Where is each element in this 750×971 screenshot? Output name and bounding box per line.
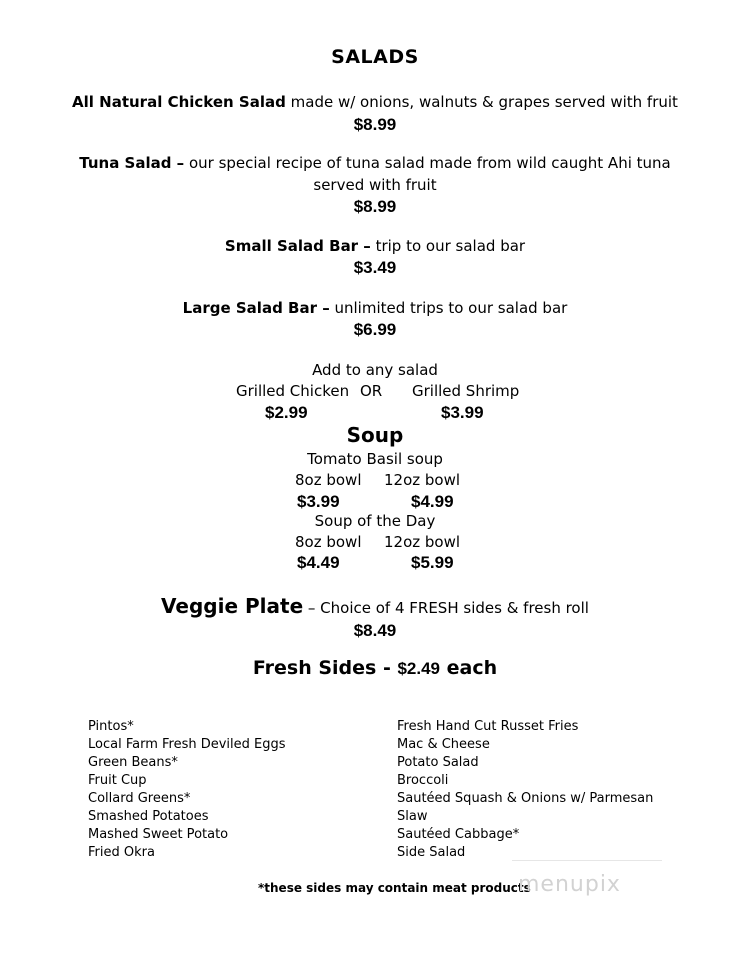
large-salad-bar-desc: unlimited trips to our salad bar [329,299,568,317]
tuna-salad-name: Tuna Salad – [79,154,185,172]
fresh-sides-price: $2.49 [397,659,440,678]
soup-of-the-day-size-8oz: 8oz bowl [295,533,362,551]
soup-tomato-basil-size-8oz: 8oz bowl [295,471,362,489]
watermark-logo: menupix [518,872,621,897]
list-item: Smashed Potatoes [88,809,209,824]
list-item: Fruit Cup [88,773,147,788]
soup-of-the-day-price-12oz: $5.99 [411,553,454,572]
veggie-plate-title: Veggie Plate [161,594,304,618]
soup-tomato-basil-price-12oz: $4.99 [411,492,454,511]
watermark-divider [512,860,662,861]
chicken-salad-price: $8.99 [353,115,397,134]
chicken-salad-desc: made w/ onions, walnuts & grapes served with fruit [285,93,678,111]
list-item: Side Salad [397,845,466,860]
addon-option-shrimp: Grilled Shrimp [412,382,520,400]
salads-heading: SALADS [331,46,419,68]
list-item: Green Beans* [88,755,178,770]
list-item: Pintos* [88,719,134,734]
list-item: Sautéed Squash & Onions w/ Parmesan [397,791,654,806]
soup-of-the-day-price-8oz: $4.49 [297,553,340,572]
list-item: Slaw [397,809,428,824]
sides-list-left [88,718,286,862]
soup-tomato-basil-price-8oz: $3.99 [297,492,340,511]
chicken-salad-name: All Natural Chicken Salad [72,93,286,111]
list-item: Fresh Hand Cut Russet Fries [397,719,579,734]
addon-shrimp-price: $3.99 [441,403,484,422]
veggie-plate-line [0,594,750,619]
fresh-sides-dash: - [376,657,398,679]
large-salad-bar-name: Large Salad Bar – [182,299,330,317]
addon-option-chicken: Grilled Chicken [236,382,350,400]
addon-label: Add to any salad [312,361,438,379]
list-item: Mac & Cheese [397,737,490,752]
list-item: Sautéed Cabbage* [397,827,520,842]
small-salad-bar-desc: trip to our salad bar [370,237,526,255]
tuna-salad-desc-2: served with fruit [313,176,437,194]
list-item: Local Farm Fresh Deviled Eggs [88,737,286,752]
soup-of-the-day-size-12oz: 12oz bowl [384,533,461,551]
large-salad-bar-price: $6.99 [353,320,397,339]
list-item: Potato Salad [397,755,479,770]
chicken-salad-line [0,92,750,113]
veggie-plate-price: $8.49 [353,621,397,640]
fresh-sides-each: each [440,657,498,679]
veggie-plate-desc: – Choice of 4 FRESH sides & fresh roll [303,599,589,617]
sides-list-right [397,718,653,862]
soup-tomato-basil-name: Tomato Basil soup [307,450,443,468]
small-salad-bar-name: Small Salad Bar – [224,237,371,255]
tuna-salad-desc: our special recipe of tuna salad made from wild caught Ahi tuna [184,154,671,172]
tuna-salad-price: $8.99 [353,197,397,216]
tuna-salad-line [0,153,750,174]
list-item: Mashed Sweet Potato [88,827,229,842]
small-salad-bar-line [0,236,750,257]
list-item: Broccoli [397,773,449,788]
large-salad-bar-line [0,298,750,319]
fresh-sides-heading [0,657,750,679]
soup-tomato-basil-size-12oz: 12oz bowl [384,471,461,489]
list-item: Collard Greens* [88,791,191,806]
soup-heading: Soup [346,423,404,447]
addon-chicken-price: $2.99 [265,403,308,422]
small-salad-bar-price: $3.49 [353,258,397,277]
addon-or: OR [360,382,383,400]
soup-of-the-day-name: Soup of the Day [314,512,436,530]
list-item: Fried Okra [88,845,155,860]
sides-footnote: *these sides may contain meat products [258,881,531,895]
fresh-sides-title: Fresh Sides [252,657,377,679]
